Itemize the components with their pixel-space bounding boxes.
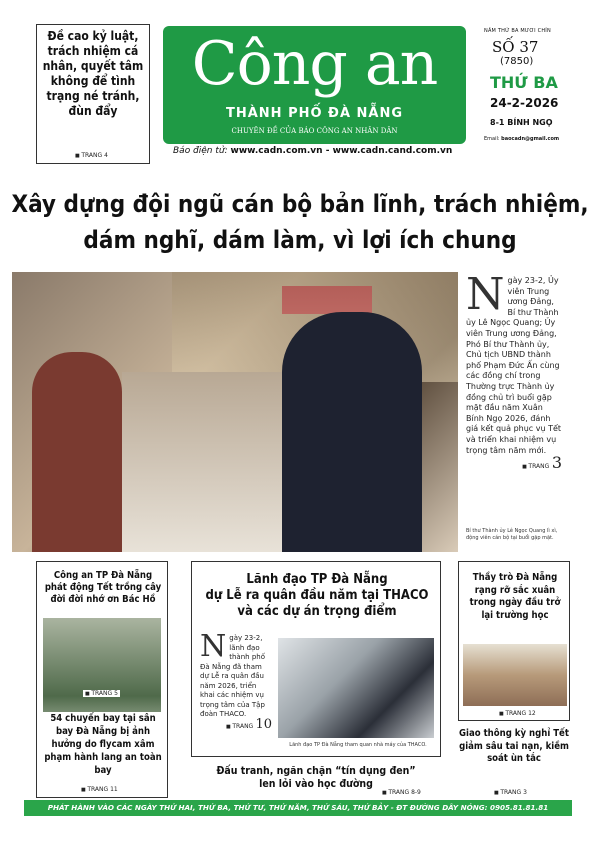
lead-page-label: ■ TRANG [522, 463, 549, 470]
center-title-line2: dự Lễ ra quân đầu năm tại THACO [205, 588, 429, 603]
masthead [163, 26, 466, 144]
main-photo [12, 272, 458, 552]
issue-date: 24-2-2026 [490, 96, 559, 110]
center-story-box [191, 561, 441, 757]
masthead-name: Công an [191, 29, 438, 99]
left-story1-title[interactable]: Công an TP Đà Nẵng phát động Tết trồng cây đời đời nhớ ơn Bác Hồ [44, 570, 162, 605]
left-story2-title[interactable]: 54 chuyến bay tại sân bay Đà Nẵng bị ảnh hưởng do flycam xâm phạm hành lang an toàn bay [44, 713, 162, 776]
right-story1-photo [463, 644, 567, 706]
person-left [32, 352, 122, 552]
email-value[interactable]: baocadn@gmail.com [501, 136, 560, 142]
center-page-ref [200, 716, 272, 733]
center-page-num: 10 [255, 716, 272, 732]
right-story2-page: ■ TRANG 3 [494, 789, 527, 796]
main-headline [10, 186, 590, 258]
online-label: Báo điện tử: [173, 146, 228, 156]
footer-text: PHÁT HÀNH VÀO CÁC NGÀY THỨ HAI, THỨ BA, THỨ TƯ, THỨ NĂM, THỨ SÁU, THỨ BẢY - ĐT ĐƯỜNG DÂY NÓNG: 0905.81.81.81 [47, 803, 549, 812]
left-story2-page: ■ TRANG 11 [81, 786, 118, 793]
center-page-label: ■ TRANG [226, 723, 253, 730]
center-body: gày 23-2, lãnh đạo thành phố Đà Nẵng đã tham dự Lễ ra quân đầu năm 2026, triển khai các nhiệm vụ trọng tâm của Tập đoàn THACO. [200, 634, 265, 718]
issue-email-line [484, 136, 576, 142]
footer-bar [24, 800, 572, 816]
left-teaser-title: Đề cao kỷ luật, trách nhiệm cá nhân, quyết tâm không để tình trạng né tránh, đùn đẩy [42, 29, 144, 118]
bottom-center-story[interactable] [191, 765, 441, 791]
bottom-title-line1: Đấu tranh, ngăn chặn “tín dụng đen” [216, 765, 416, 777]
center-title-line3: và các dự án trọng điểm [237, 604, 397, 619]
left-teaser-page: ■ TRANG 4 [75, 152, 108, 159]
bottom-center-page: ■ TRANG 8-9 [382, 789, 421, 796]
lead-page-ref [466, 453, 562, 473]
left-teaser-box[interactable] [36, 24, 150, 164]
lead-dropcap: N [466, 269, 505, 320]
right-column-box [458, 561, 570, 721]
right-story2-title[interactable]: Giao thông kỳ nghỉ Tết giảm sâu tai nạn, kiềm soát ùn tắc [459, 728, 569, 764]
bottom-title-line2: len lỏi vào học đường [259, 778, 373, 790]
issue-year: NĂM THỨ BA MƯƠI CHÍN [484, 28, 551, 34]
online-line [173, 146, 473, 156]
right-story1-title[interactable]: Thầy trò Đà Nẵng rạng rỡ sắc xuân trong ngày đầu trở lại trường học [469, 572, 561, 621]
issue-serial: (7850) [500, 56, 534, 67]
center-dropcap: N [200, 629, 227, 664]
lead-article[interactable] [466, 269, 562, 473]
issue-weekday: THỨ BA [490, 73, 558, 92]
lead-caption: Bí thư Thành ủy Lê Ngọc Quang lì xì, động viên cán bộ tại buổi gặp mặt. [466, 528, 558, 541]
issue-info [484, 28, 576, 142]
online-urls[interactable]: www.cadn.com.vn - www.cadn.cand.com.vn [230, 146, 453, 156]
center-story-text [200, 629, 272, 732]
crowd [122, 372, 282, 552]
email-label: Email: [484, 136, 500, 142]
lead-body: gày 23-2, Ủy viên Trung ương Đảng, Bí thư Thành ủy Lê Ngọc Quang; Ủy viên Trung ương Đảng, Phó Bí thư Thành ủy, Chủ tịch UBND thành phố Phạm Đức Ấn cùng các đồng chí trong Thường trực Thành ủy đồng chủ trì buổi gặp mặt đầu năm Xuân Bính Ngọ 2026, đánh giá kết quả phục vụ Tết và triển khai nhiệm vụ trọng tâm năm mới. [466, 276, 562, 455]
masthead-subtitle: THÀNH PHỐ ĐÀ NẴNG [225, 106, 404, 121]
left-story1-page: ■ TRANG 5 [83, 690, 120, 697]
left-column-box [36, 561, 168, 798]
lead-page-num: 3 [551, 453, 562, 473]
right-story1-page: ■ TRANG 12 [499, 710, 536, 717]
center-caption: Lãnh đạo TP Đà Nẵng tham quan nhà máy của THACO. [289, 742, 427, 748]
issue-lunar: 8-1 BÍNH NGỌ [490, 118, 553, 127]
person-right [282, 312, 422, 552]
headline-line1: Xây dựng đội ngũ cán bộ bản lĩnh, trách nhiệm, [11, 190, 589, 218]
center-story-title[interactable] [196, 572, 438, 620]
center-title-line1: Lãnh đạo TP Đà Nẵng [246, 572, 388, 587]
issue-number: SỐ 37 [492, 38, 539, 56]
masthead-tagline: CHUYÊN ĐỀ CỦA BÁO CÔNG AN NHÂN DÂN [231, 127, 398, 135]
headline-line2: dám nghĩ, dám làm, vì lợi ích chung [83, 226, 517, 254]
center-story-photo [278, 638, 434, 738]
